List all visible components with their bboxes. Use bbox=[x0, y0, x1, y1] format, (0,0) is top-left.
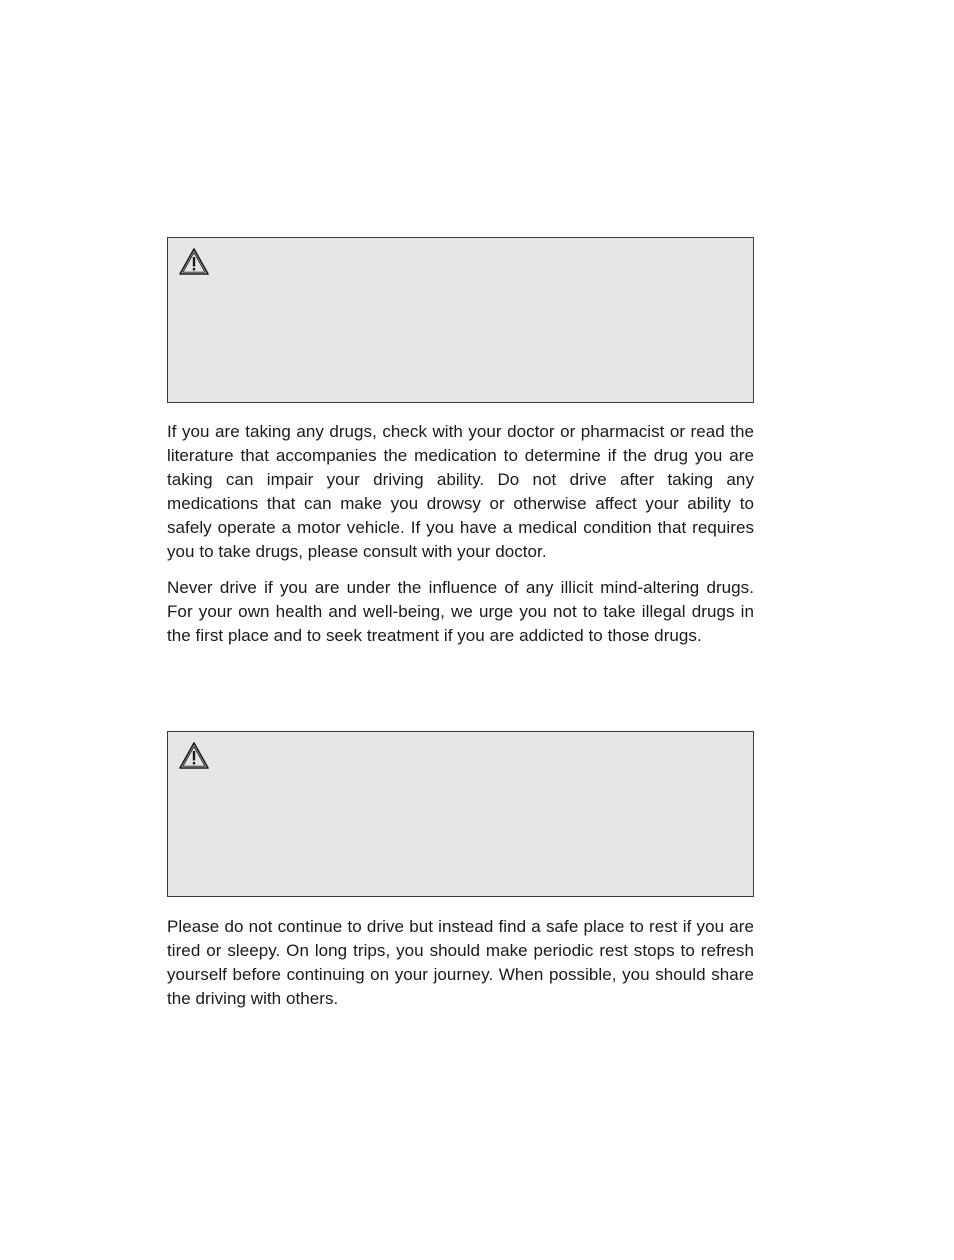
paragraph-illicit-drugs: Never drive if you are under the influence of any illicit mind-altering drugs. For your own health and well-being, we urge you not to take illegal drugs in the first place and to seek treatment if you are addicted to those drugs. bbox=[167, 578, 754, 645]
paragraph-drugs-medication: If you are taking any drugs, check with your doctor or pharmacist or read the literature that accompanies the medication to determine if the drug you are taking can impair your driving ability. Do not drive after taking any medications that can make you drowsy or otherwise affect your ability to safely operate a motor vehicle. If you have a medical condition that requires you to take drugs, please consult with your doctor. bbox=[167, 422, 754, 561]
paragraph-fatigue: Please do not continue to drive but instead find a safe place to rest if you are tired or sleepy. On long trips, you should make periodic rest stops to refresh yourself before continuing on your journey. When possible, you should share the driving with others. bbox=[167, 917, 754, 1008]
warning-triangle-icon bbox=[178, 247, 210, 277]
warning-box bbox=[167, 237, 754, 403]
warning-triangle-icon bbox=[178, 741, 210, 771]
warning-box bbox=[167, 731, 754, 897]
